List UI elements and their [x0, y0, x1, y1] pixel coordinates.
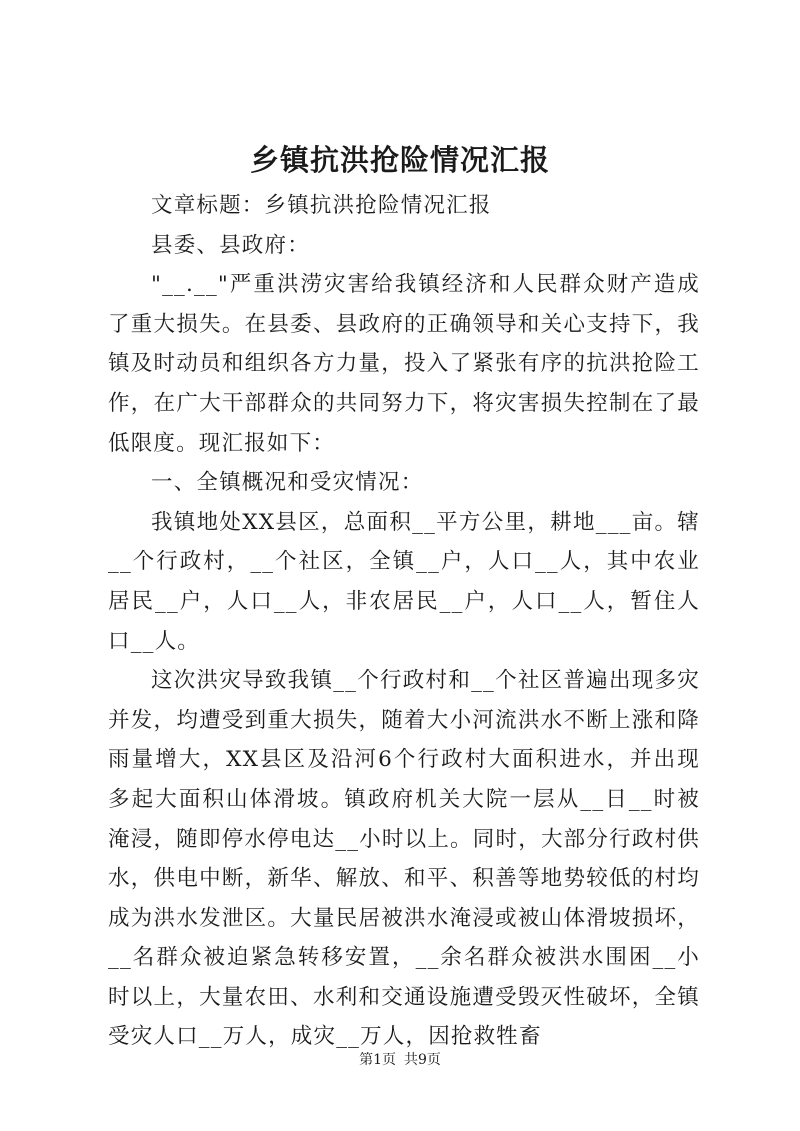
section-heading-overview: 一、全镇概况和受灾情况： — [151, 470, 424, 496]
intro-paragraph: "__.__"严重洪涝灾害给我镇经济和人民群众财产造成了重大损失。在县委、县政府的正确领导和关心支持下，我镇及时动员和组织各方力量，投入了紧张有序的抗洪抢险工作，在广大干部群众的共同努力下，将灾害损失控制在了最低限度。现汇报如下： — [108, 272, 700, 456]
disaster-paragraph: 这次洪灾导致我镇__个行政村和__个社区普遍出现多灾并发，均遭受到重大损失，随着大小河流洪水不断上涨和降雨量增大，XX县区及沿河6个行政村大面积进水，并出现多起大面积山体滑坡。镇政府机关大院一层从__日__时被淹浸，随即停水停电达__小时以上。同时，大部分行政村供水，供电中断，新华、解放、和平、积善等地势较低的村均成为洪水发泄区。大量民居被洪水淹浸或被山体滑坡损坏，__名群众被迫紧急转移安置，__余名群众被洪水围困__小时以上，大量农田、水利和交通设施遭受毁灭性破坏，全镇受灾人口__万人，成灾__万人，因抢救牲畜 — [108, 668, 700, 1050]
document-body — [108, 186, 700, 1057]
document-title: 乡镇抗洪抢险情况汇报 — [249, 143, 550, 177]
page-total: 共9页 — [404, 1052, 441, 1068]
salutation: 县委、县政府： — [151, 232, 310, 258]
article-title-line: 文章标题：乡镇抗洪抢险情况汇报 — [151, 193, 492, 218]
page-number: 第1页 — [359, 1052, 396, 1068]
page-footer — [0, 1050, 800, 1070]
overview-paragraph: 我镇地处XX县区，总面积__平方公里，耕地___亩。辖__个行政村，__个社区，全镇__户，人口__人，其中农业居民__户，人口__人，非农居民__户，人口__人，暂住人口__人。 — [108, 509, 700, 654]
